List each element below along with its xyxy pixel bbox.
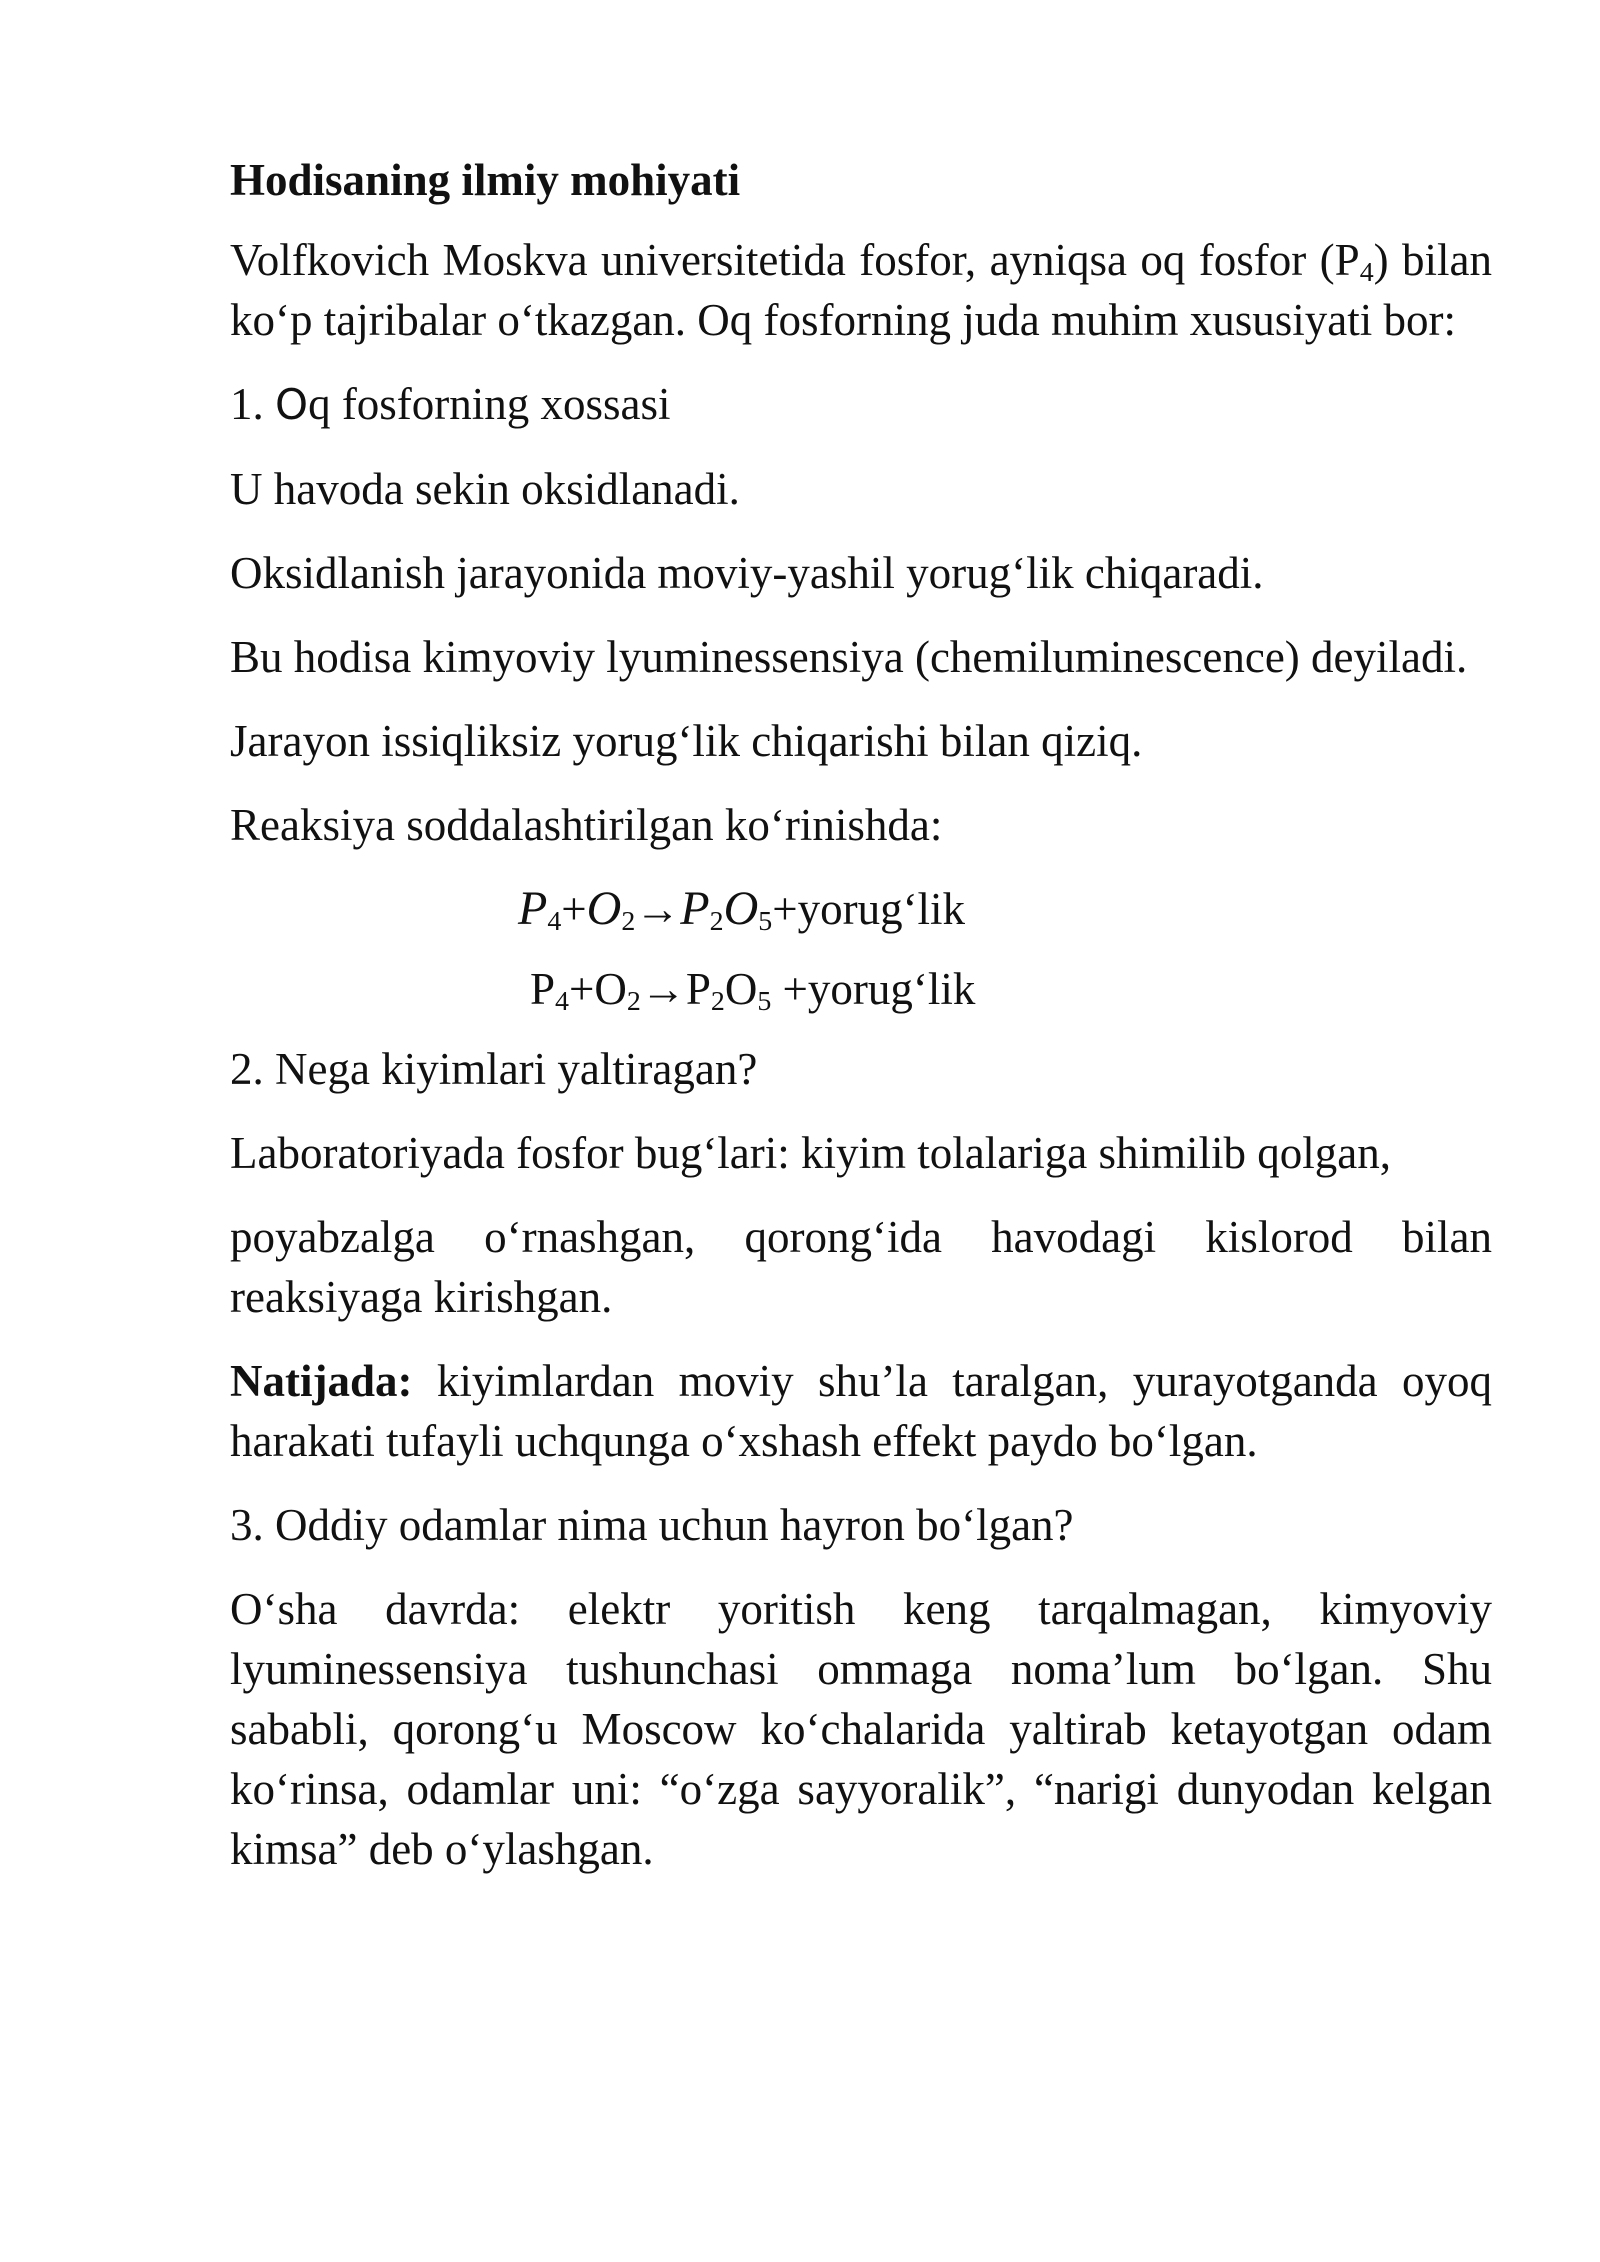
- section1-line-4: Jarayon issiqliksiz yorug‘lik chiqarishi bilan qiziq.: [230, 716, 1143, 766]
- section1-title-rest: q fosforning xossasi: [308, 379, 671, 429]
- section3-title: 3. Oddiy odamlar nima uchun hayron bo‘lgan?: [230, 1500, 1074, 1550]
- formula-plain-p2-sub: 2: [710, 986, 725, 1018]
- intro-subscript: 4: [1359, 257, 1374, 289]
- section2-title: 2. Nega kiyimlari yaltiragan?: [230, 1044, 758, 1094]
- formula-italic-o-sub: 2: [621, 906, 636, 938]
- section3-text: O‘sha davrda: elektr yoritish keng tarqalmagan, kimyoviy lyuminessensiya tushunchasi ommaga noma’lum bo‘lgan. Shu sababli, qorong‘u Moscow ko‘chalarida yaltirab ketayotgan odam ko‘rinsa, odamlar uni: “o‘zga sayyoralik”, “narigi dunyodan kelgan kimsa” deb o‘ylashgan.: [230, 1584, 1492, 1874]
- formula-plain-o2: O: [724, 964, 758, 1014]
- document-body: [230, 150, 1492, 1903]
- formula-italic-p-sub: 4: [547, 906, 562, 938]
- section1-line-3: Bu hodisa kimyoviy lyuminessensiya (chemiluminescence) deyiladi.: [230, 632, 1468, 682]
- result-label: Natijada:: [230, 1356, 413, 1406]
- formula-plain-o2-sub: 5: [757, 986, 772, 1018]
- formula-italic-p: P: [518, 882, 548, 935]
- formula-italic-p2-sub: 2: [709, 906, 724, 938]
- section-heading: Hodisaning ilmiy mohiyati: [230, 155, 741, 205]
- intro-text-start: Volfkovich Moskva universitetida fosfor, ayniqsa oq fosfor (P: [230, 235, 1360, 285]
- formula-italic-arrow: →: [635, 884, 681, 934]
- formula-plain-plus-o: +O: [568, 964, 627, 1014]
- section1-line-2: Oksidlanish jarayonida moviy-yashil yorug‘lik chiqaradi.: [230, 548, 1264, 598]
- section1-title-first-letter: O: [275, 380, 309, 429]
- section1-line-5: Reaksiya soddalashtirilgan ko‘rinishda:: [230, 800, 943, 850]
- formula-italic-o: O: [586, 882, 622, 935]
- formula-italic-p2: P: [680, 882, 710, 935]
- formula-plain-o-sub: 2: [626, 986, 641, 1018]
- section1-title: [230, 374, 1492, 435]
- formula-italic-o2-sub: 5: [758, 906, 773, 938]
- intro-text-end: ) bilan ko‘p tajribalar o‘tkazgan. Oq fosforning juda muhim xususiyati bor:: [230, 235, 1492, 345]
- formula-italic-tail: +yorug‘lik: [772, 884, 966, 934]
- formula-plain-p-sub: 4: [555, 986, 569, 1018]
- formula-italic-plus: +: [561, 884, 587, 934]
- section2-line-2: poyabzalga o‘rnashgan, qorong‘ida havodagi kislorod bilan reaksiyaga kirishgan.: [230, 1212, 1492, 1322]
- intro-paragraph: [230, 230, 1492, 350]
- formula-italic-o2: O: [723, 882, 759, 935]
- section2-result: [230, 1351, 1492, 1471]
- section1-line-1: U havoda sekin oksidlanadi.: [230, 464, 740, 514]
- formula-plain: [230, 959, 1492, 1019]
- formula-italic: [230, 879, 1492, 939]
- formula-plain-tail: +yorug‘lik: [771, 964, 976, 1014]
- section2-line-1: Laboratoriyada fosfor bug‘lari: kiyim tolalariga shimilib qolgan,: [230, 1128, 1391, 1178]
- section1-number: 1.: [230, 379, 264, 429]
- formula-plain-arrow: →: [640, 964, 686, 1014]
- formula-plain-p2: P: [685, 964, 711, 1014]
- formula-plain-p: P: [530, 964, 556, 1014]
- result-text: kiyimlardan moviy shu’la taralgan, yurayotganda oyoq harakati tufayli uchqunga o‘xshash effekt paydo bo‘lgan.: [230, 1356, 1492, 1466]
